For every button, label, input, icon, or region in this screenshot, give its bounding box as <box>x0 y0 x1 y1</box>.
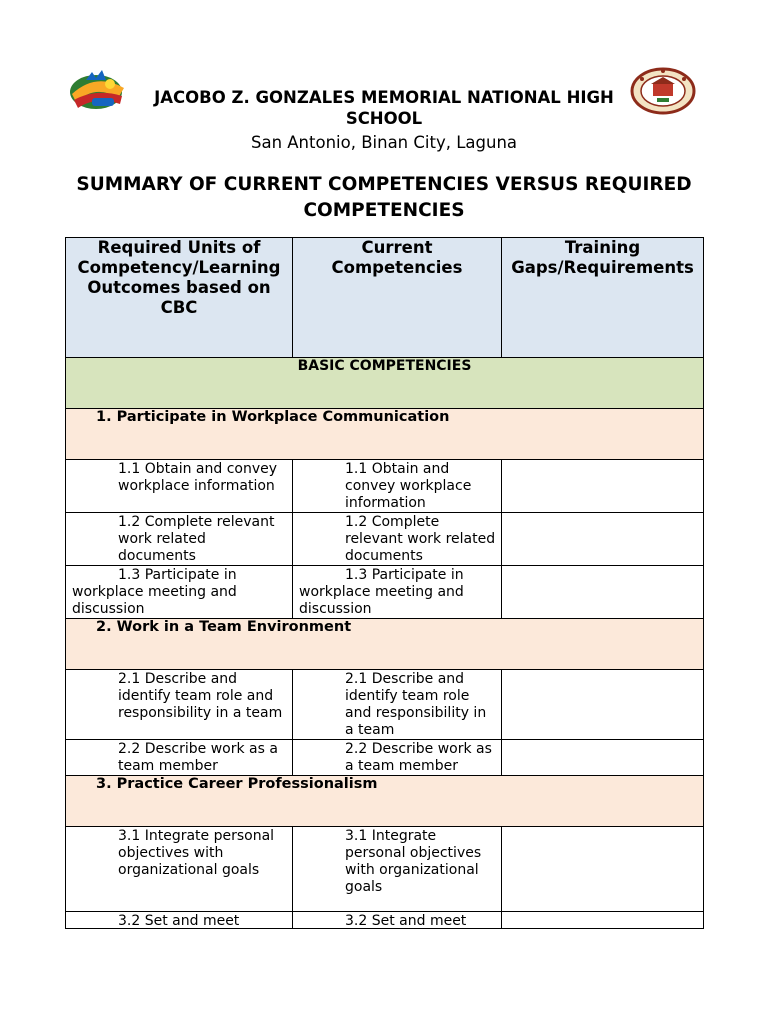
table-row <box>66 566 704 619</box>
column-header-required: Required Units of Competency/Learning Outcomes based on CBC <box>66 238 293 358</box>
category-row <box>66 358 704 409</box>
section-title: 2. Work in a Team Environment <box>96 619 352 635</box>
section-title: 3. Practice Career Professionalism <box>96 776 378 792</box>
column-header-current: Current Competencies <box>293 238 502 358</box>
gap-cell <box>502 912 703 928</box>
table-row <box>66 912 704 929</box>
school-name: JACOBO Z. GONZALES MEMORIAL NATIONAL HIGH SCHOOL <box>154 88 614 128</box>
current-cell: 3.2 Set and meet <box>345 913 467 928</box>
required-cell: 3.2 Set and meet <box>118 913 240 928</box>
gap-cell <box>502 566 703 567</box>
gap-cell <box>502 740 703 741</box>
current-cell: 2.1 Describe and identify team role and responsibility in a team <box>345 671 487 738</box>
required-cell: 2.2 Describe work as a team member <box>118 741 278 774</box>
gap-cell <box>502 670 703 671</box>
section-row <box>66 776 704 827</box>
required-cell: 1.3 Participate in workplace meeting and discussion <box>72 567 237 617</box>
table-row <box>66 740 704 776</box>
table-row <box>66 670 704 740</box>
current-cell: 2.2 Describe work as a team member <box>345 741 492 774</box>
current-cell: 3.1 Integrate personal objectives with organizational goals <box>345 828 482 895</box>
current-cell: 1.1 Obtain and convey workplace information <box>345 461 472 511</box>
required-cell: 3.1 Integrate personal objectives with organizational goals <box>118 828 275 878</box>
gap-cell <box>502 460 703 461</box>
table-row <box>66 513 704 566</box>
section-title: 1. Participate in Workplace Communication <box>96 409 450 425</box>
table-row <box>66 827 704 912</box>
gap-cell <box>502 827 703 828</box>
current-cell: 1.2 Complete relevant work related documents <box>345 514 496 564</box>
table-row <box>66 460 704 513</box>
competency-table <box>65 237 704 929</box>
required-cell: 1.2 Complete relevant work related documents <box>118 514 275 564</box>
document-title: SUMMARY OF CURRENT COMPETENCIES VERSUS REQUIRED COMPETENCIES <box>76 174 692 221</box>
section-row <box>66 619 704 670</box>
column-header-gaps: Training Gaps/Requirements <box>502 238 704 358</box>
school-address: San Antonio, Binan City, Laguna <box>250 133 518 152</box>
required-cell: 1.1 Obtain and convey workplace information <box>118 461 278 494</box>
table-header-row <box>66 238 704 358</box>
required-cell: 2.1 Describe and identify team role and responsibility in a team <box>118 671 283 721</box>
gap-cell <box>502 513 703 514</box>
section-row <box>66 409 704 460</box>
current-cell: 1.3 Participate in workplace meeting and discussion <box>299 567 464 617</box>
category-label: BASIC COMPETENCIES <box>66 358 704 409</box>
